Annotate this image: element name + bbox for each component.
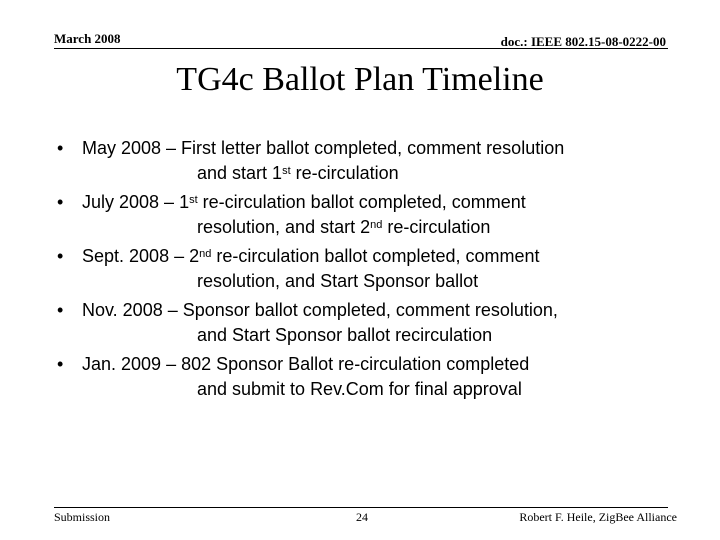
header-document-id: doc.: IEEE 802.15-08-0222-00 bbox=[500, 34, 666, 49]
bullet-line: and start 1st re-circulation bbox=[197, 163, 399, 183]
bullet-line: Nov. 2008 – Sponsor ballot completed, comment resolution, bbox=[82, 300, 558, 320]
bullet-line: and submit to Rev.Com for final approval bbox=[197, 379, 522, 399]
page-number: 24 bbox=[356, 510, 368, 524]
bullet-line: Jan. 2009 – 802 Sponsor Ballot re-circulation completed bbox=[82, 354, 530, 374]
footer-author: Robert F. Heile, ZigBee Alliance bbox=[519, 510, 677, 524]
bullet-line: May 2008 – First letter ballot completed, comment resolution bbox=[82, 138, 565, 158]
bullet-item bbox=[54, 298, 694, 348]
bullet-dot-icon: • bbox=[57, 138, 64, 158]
bullet-dot-icon: • bbox=[57, 192, 64, 212]
slide-title: TG4c Ballot Plan Timeline bbox=[176, 61, 544, 98]
bullet-dot-icon: • bbox=[57, 246, 64, 266]
bullet-dot-icon: • bbox=[57, 300, 64, 320]
bullet-line: Sept. 2008 – 2nd re-circulation ballot completed, comment bbox=[82, 246, 540, 266]
bullet-item bbox=[54, 136, 694, 186]
header-date: March 2008 bbox=[54, 31, 121, 46]
bullet-item bbox=[54, 352, 694, 402]
bullet-line: July 2008 – 1st re-circulation ballot completed, comment bbox=[82, 192, 526, 212]
header-divider bbox=[54, 48, 668, 49]
footer-submission-label: Submission bbox=[54, 510, 111, 524]
bullet-item bbox=[54, 244, 694, 294]
bullet-dot-icon: • bbox=[57, 354, 64, 374]
bullet-item bbox=[54, 190, 694, 240]
bullet-line: resolution, and start 2nd re-circulation bbox=[197, 217, 491, 237]
footer-divider bbox=[54, 507, 668, 508]
timeline-bullet-list bbox=[54, 136, 694, 406]
bullet-line: resolution, and Start Sponsor ballot bbox=[197, 271, 479, 291]
bullet-line: and Start Sponsor ballot recirculation bbox=[197, 325, 493, 345]
